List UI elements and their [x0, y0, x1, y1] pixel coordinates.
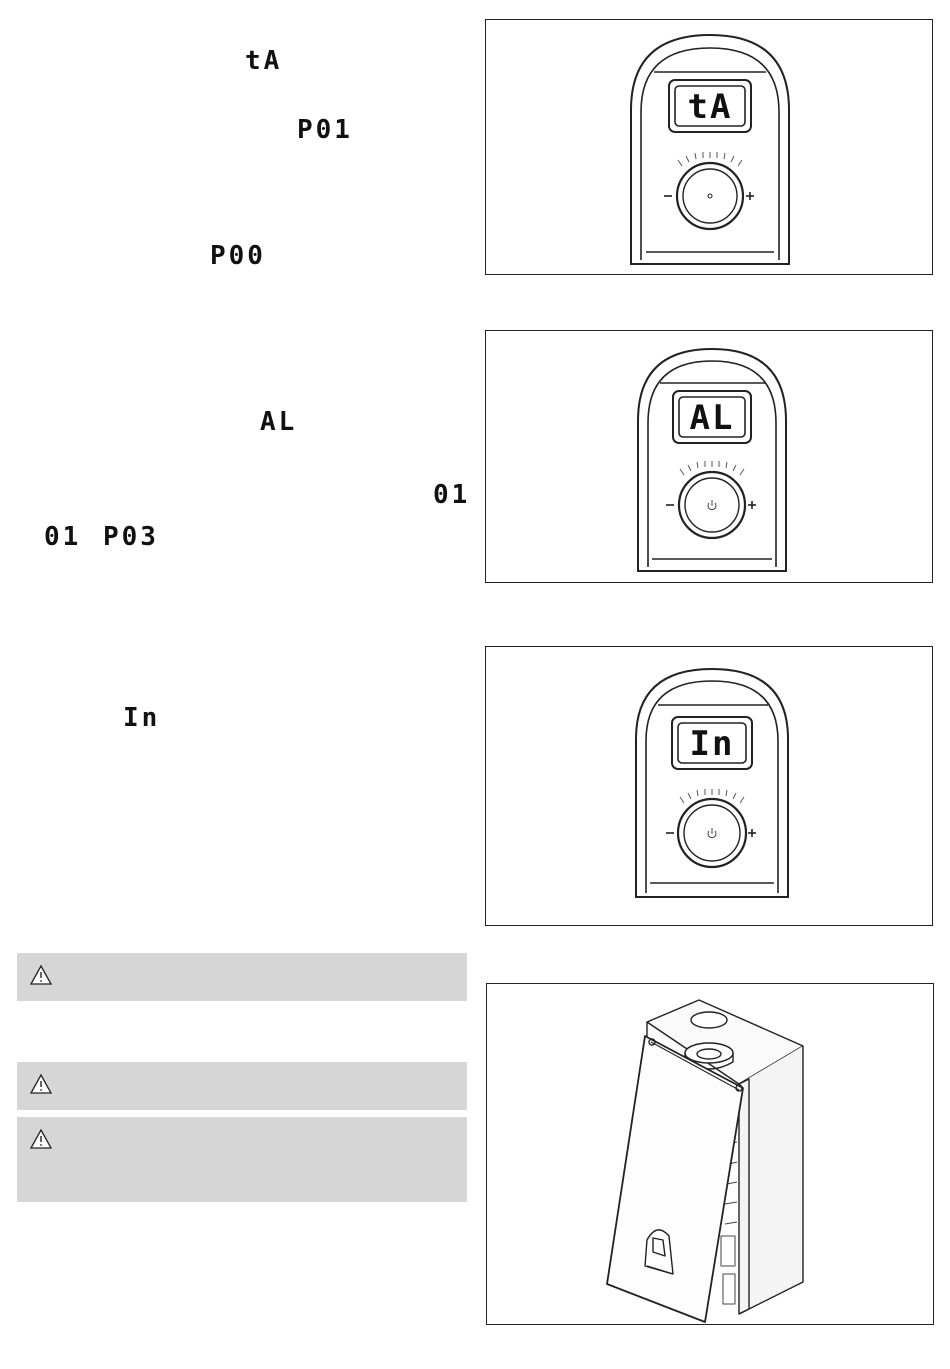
warning-box-3: [17, 1117, 467, 1202]
power-icon: [708, 500, 716, 510]
figure-2-display-text: AL: [689, 398, 735, 438]
warning-box-2: [17, 1062, 467, 1110]
warning-box-1: [17, 953, 467, 1001]
code-01-right: 01: [433, 480, 471, 510]
code-p01: P01: [297, 115, 353, 145]
power-icon: [708, 828, 716, 838]
code-p00: P00: [210, 241, 266, 271]
code-ta: tA: [245, 46, 283, 76]
figure-control-panel-3: [485, 646, 933, 926]
warning-triangle-icon: [29, 1128, 53, 1150]
figure-1-display-text: tA: [687, 87, 733, 127]
figure-boiler-cover: [486, 983, 934, 1325]
code-in: In: [123, 703, 161, 733]
figure-control-panel-2: [485, 330, 933, 583]
code-p03: P03: [103, 522, 159, 552]
code-al: AL: [260, 407, 298, 437]
warning-triangle-icon: [29, 964, 53, 986]
warning-triangle-icon: [29, 1073, 53, 1095]
code-01-left: 01: [44, 522, 82, 552]
figure-3-display-text: In: [689, 724, 735, 764]
figure-control-panel-1: [485, 19, 933, 275]
